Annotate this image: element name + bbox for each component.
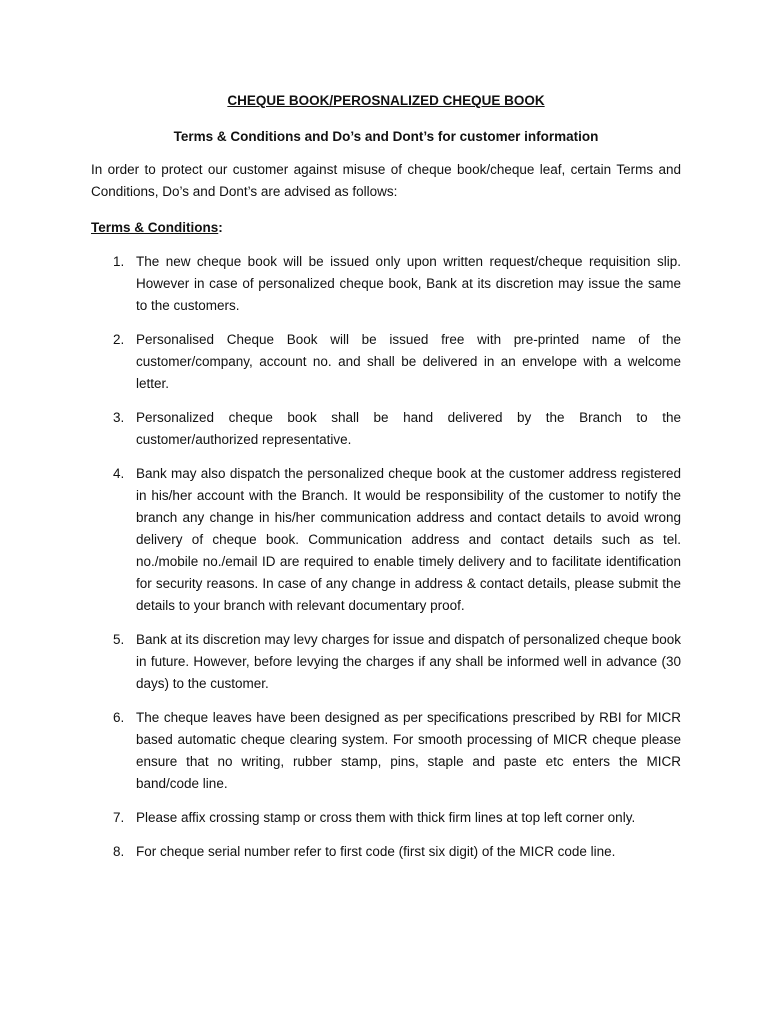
section-heading-colon: :	[218, 220, 223, 235]
term-item	[91, 463, 681, 617]
document-title: CHEQUE BOOK/PEROSNALIZED CHEQUE BOOK	[227, 93, 545, 108]
term-item	[91, 707, 681, 795]
term-number: 7.	[113, 810, 125, 825]
term-number: 4.	[113, 466, 125, 481]
document-content	[91, 90, 681, 875]
term-number: 8.	[113, 844, 125, 859]
term-number: 1.	[113, 254, 125, 269]
term-item	[91, 807, 681, 829]
section-heading	[91, 217, 681, 239]
term-text: Personalized cheque book shall be hand delivered by the Branch to the customer/authorized representative.	[136, 410, 681, 447]
term-text: Please affix crossing stamp or cross them with thick firm lines at top left corner only.	[136, 810, 636, 825]
term-text: Personalised Cheque Book will be issued free with pre-printed name of the customer/company, account no. and shall be delivered in an envelope with a welcome letter.	[136, 332, 681, 391]
term-item	[91, 841, 681, 863]
section-heading-text: Terms & Conditions	[91, 220, 219, 235]
term-text: Bank at its discretion may levy charges for issue and dispatch of personalized cheque book in future. However, before levying the charges if any shall be informed well in advance (30 days) to the customer.	[136, 632, 681, 691]
term-number: 6.	[113, 710, 125, 725]
term-text: For cheque serial number refer to first code (first six digit) of the MICR code line.	[136, 844, 616, 859]
term-text: Bank may also dispatch the personalized cheque book at the customer address registered in his/her account with the Branch. It would be responsibility of the customer to notify the branch any change in his/her communication address and contact details to avoid wrong delivery of cheque book. Communication address and contact details such as tel. no./mobile no./email ID are required to enable timely delivery and to facilitate identification for security reasons. In case of any change in address & contact details, please submit the details to your branch with relevant documentary proof.	[136, 466, 681, 613]
term-item	[91, 407, 681, 451]
term-text: The new cheque book will be issued only upon written request/cheque requisition slip. However in case of personalized cheque book, Bank at its discretion may issue the same to the customers.	[136, 254, 681, 313]
term-text: The cheque leaves have been designed as per specifications prescribed by RBI for MICR based automatic cheque clearing system. For smooth processing of MICR cheque please ensure that no writing, rubber stamp, pins, staple and paste etc enters the MICR band/code line.	[136, 710, 681, 791]
term-number: 2.	[113, 332, 125, 347]
terms-list	[91, 251, 681, 863]
term-item	[91, 329, 681, 395]
document-subtitle: Terms & Conditions and Do’s and Dont’s for customer information	[173, 129, 599, 144]
term-number: 3.	[113, 410, 125, 425]
term-number: 5.	[113, 632, 125, 647]
term-item	[91, 629, 681, 695]
intro-paragraph: In order to protect our customer against misuse of cheque book/cheque leaf, certain Terms and Conditions, Do’s and Dont’s are advised as follows:	[91, 162, 681, 199]
term-item	[91, 251, 681, 317]
